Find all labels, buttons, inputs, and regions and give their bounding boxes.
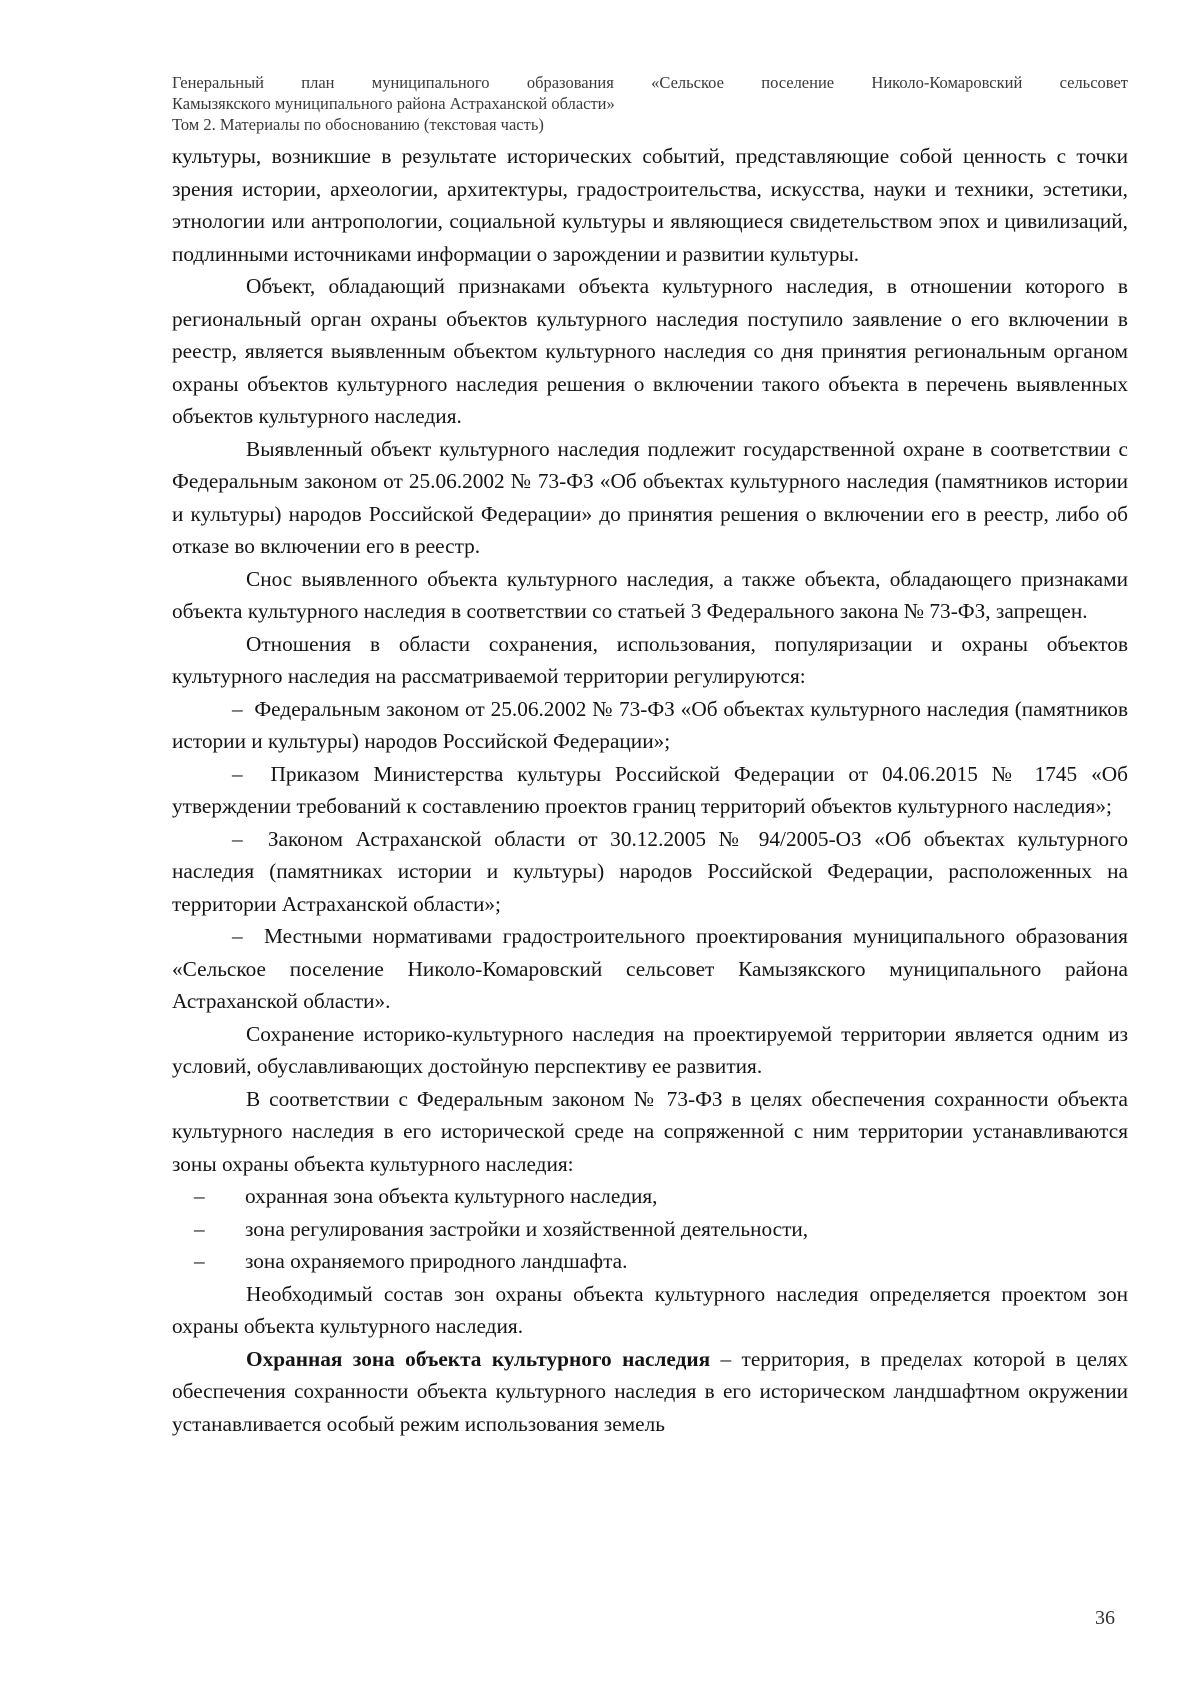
header-line-2: Камызякского муниципального района Астраханской области» [172,94,615,113]
zone-list-item-1 [172,1180,1128,1213]
law-list-item-2 [172,758,1128,823]
law-list-item-4 [172,920,1128,1018]
header-line-1: Генеральный план муниципального образования «Сельское поселение Николо-Комаровский сельсовет [172,73,1128,92]
list-dash: – [194,1216,205,1241]
law-2-text: Приказом Министерства культуры Российской Федерации от 04.06.2015 № 1745 «Об утверждении требований к составлению проектов границ территорий объектов культурного наследия»; [172,761,1128,818]
paragraph-6: Сохранение историко-культурного наследия на проектируемой территории является одним из условий, обуславливающих достойную перспективу ее развития. [172,1021,1128,1078]
paragraph-3: Выявленный объект культурного наследия подлежит государственной охране в соответствии с Федеральным законом от 25.06.2002 № 73-ФЗ «Об объектах культурного наследия (памятников истории и культуры) народов Российской Федерации» до принятия решения о включении его в реестр, либо об отказе во включении его в реестр. [172,436,1128,558]
law-3-text: Законом Астраханской области от 30.12.2005 № 94/2005-ОЗ «Об объектах культурного наследия (памятниках истории и культуры) народов Российской Федерации, расположенных на территории Астраханской области»; [172,826,1129,916]
term-definition: – территория, в пределах которой в целях обеспечения сохранности объекта культурного наследия в его историческом ландшафтном окружении устанавливается особый режим использования земель [172,1346,1128,1436]
paragraph-5: Отношения в области сохранения, использования, популяризации и охраны объектов культурного наследия на рассматриваемой территории регулируются: [172,631,1128,688]
header-line-3: Том 2. Материалы по обоснованию (текстовая часть) [172,115,544,134]
paragraph-2: Объект, обладающий признаками объекта культурного наследия, в отношении которого в региональный орган охраны объектов культурного наследия поступило заявление о его включении в реестр, является выявленным объектом культурного наследия со дня принятия региональным органом охраны объектов культурного наследия решения о включении такого объекта в перечень выявленных объектов культурного наследия. [172,274,1128,428]
list-dash: – [232,826,243,851]
paragraph-1: культуры, возникшие в результате исторических событий, представляющие собой ценность с точки зрения истории, археологии, архитектуры, градостроительства, искусства, науки и техники, эстетики, этнологии или антропологии, социальной культуры и являющиеся свидетельством эпох и цивилизаций, подлинными источниками информации о зарождении и развитии культуры. [172,144,1128,266]
paragraph-8: Необходимый состав зон охраны объекта культурного наследия определяется проектом зон охраны объекта культурного наследия. [172,1281,1128,1338]
paragraph-9 [172,1343,1128,1441]
page-number: 36 [1095,1607,1115,1629]
zone-1-text: охранная зона объекта культурного наследия, [245,1184,658,1208]
zone-2-text: зона регулирования застройки и хозяйственной деятельности, [245,1216,809,1241]
paragraph-4: Снос выявленного объекта культурного наследия, а также объекта, обладающего признаками объекта культурного наследия в соответствии со статьей 3 Федерального закона № 73-ФЗ, запрещен. [172,566,1128,623]
list-dash: – [194,1249,205,1273]
list-dash: – [232,924,243,948]
list-dash: – [232,761,243,786]
paragraph-7: В соответствии с Федеральным законом № 73-ФЗ в целях обеспечения сохранности объекта культурного наследия в его исторической среде на сопряженной с ним территории устанавливаются зоны охраны объекта культурного наследия: [172,1086,1128,1176]
zone-list-item-2 [172,1213,1128,1246]
law-1-text: Федеральным законом от 25.06.2002 № 73-ФЗ «Об объектах культурного наследия (памятников истории и культуры) народов Российской Федерации»; [172,696,1128,753]
list-dash: – [232,696,243,721]
document-body [172,140,1128,1440]
list-dash: – [194,1184,205,1208]
zone-list-item-3 [172,1245,1128,1278]
term-heading: Охранная зона объекта культурного наследия [246,1346,711,1371]
law-list-item-3 [172,823,1128,921]
zone-3-text: зона охраняемого природного ландшафта. [245,1249,628,1273]
running-header [172,72,1128,135]
law-4-text: Местными нормативами градостроительного проектирования муниципального образования «Сельское поселение Николо-Комаровский сельсовет Камызякского муниципального района Астраханской области». [172,924,1128,1013]
law-list-item-1 [172,693,1128,758]
